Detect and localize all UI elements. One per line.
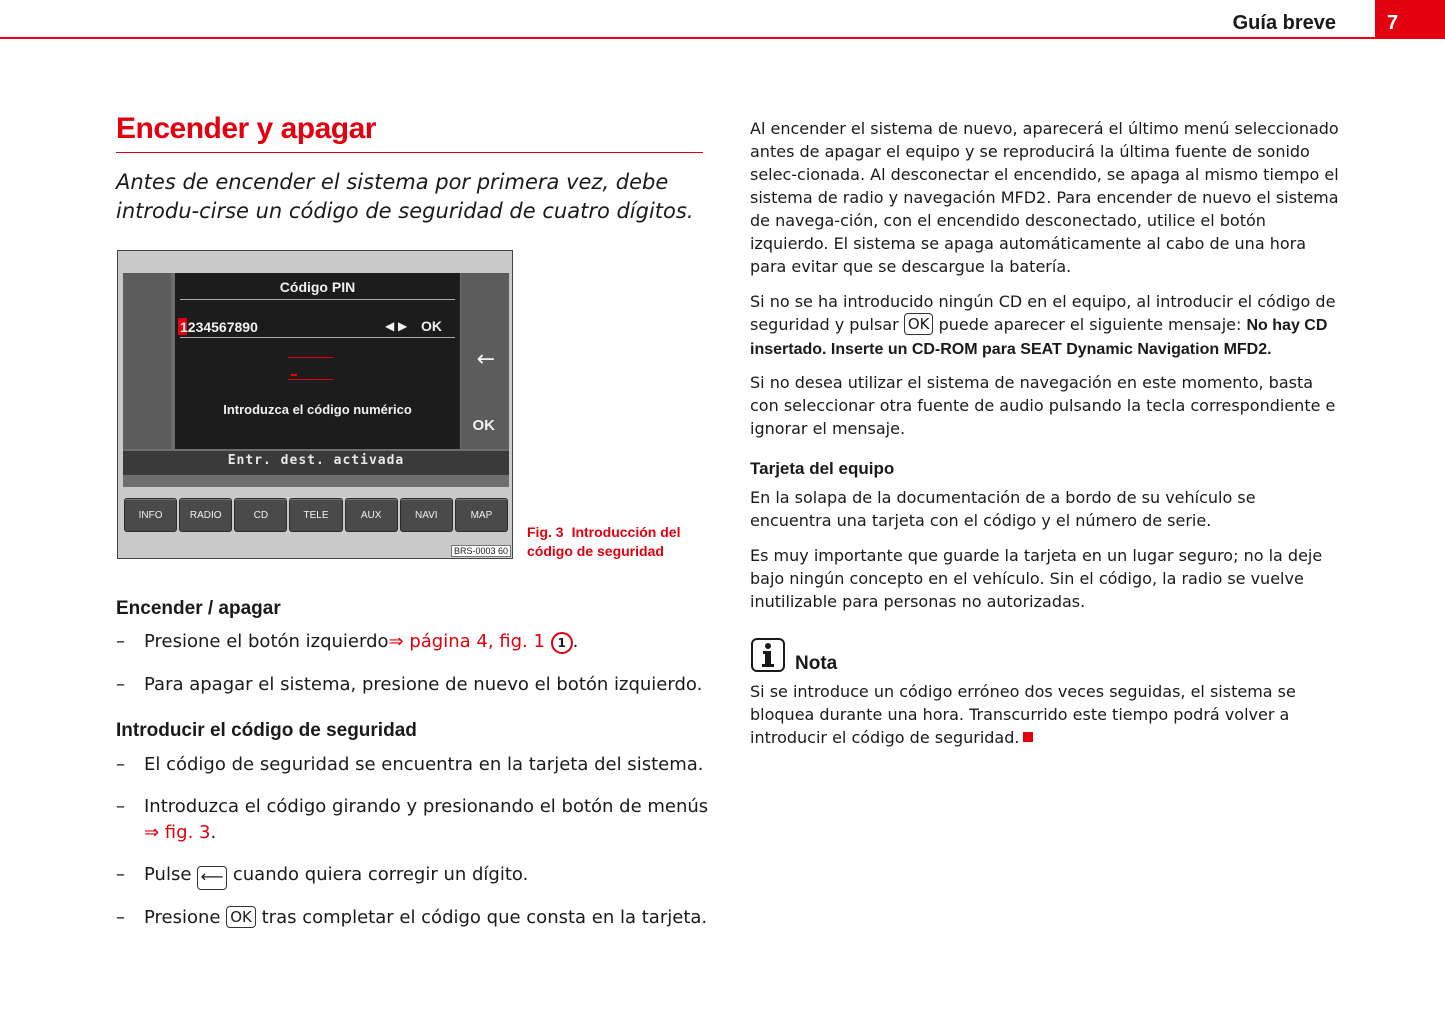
figure-pin-screen [117,250,513,559]
end-mark-icon [1023,732,1033,742]
ok-key-icon: OK [226,906,256,928]
hw-button-tele: TELE [289,498,342,532]
paragraph: Es muy importante que guarde la tarjeta en un lugar seguro; no la deje bajo ningún concepto en el vehículo. Sin el código, la radio se vuelve inutilizable para personas no autorizadas. [750,546,1323,611]
list-item-end: . [572,631,579,652]
info-icon [751,638,785,672]
pin-digits: 1234567890 [180,319,258,335]
pin-ok-label: OK [421,318,442,334]
list-dash: – [116,864,125,885]
list-item-text: El código de seguridad se encuentra en la tarjeta del sistema. [144,754,704,775]
hw-button-info: INFO [124,498,177,532]
paragraph [750,290,1340,361]
list-dash: – [116,796,125,817]
link-page-4[interactable]: ⇒ página 4, fig. 1 [388,631,545,652]
list-item-text: Pulse [144,864,192,885]
note-body: Si se introduce un código erróneo dos veces seguidas, el sistema se bloquea durante una hora. Transcurrido este tiempo podrá volver a introducir el código de seguridad. [750,682,1296,747]
back-arrow-icon: ← [476,347,495,372]
list-item-text: cuando quiera corregir un dígito. [232,864,529,885]
list-item-text: Presione el botón izquierdo [144,631,389,652]
hw-button-cd: CD [234,498,287,532]
pin-divider [180,299,455,300]
paragraph-text: puede aparecer el siguiente mensaje: [938,315,1242,334]
hw-button-navi: NAVI [400,498,453,532]
intro-text: Antes de encender el sistema por primera vez, debe introdu-cirse un código de seguridad de cuatro dígitos. [116,170,694,223]
list-item-text: tras completar el código que consta en la tarjeta. [261,907,708,928]
ok-key-icon: OK [904,313,934,335]
list-item-end: . [210,822,217,843]
heading-encender: Encender / apagar [116,598,281,619]
list-dash: – [116,754,125,775]
pin-screen-title: Código PIN [279,279,356,295]
hardware-button-row [124,498,508,532]
list-item-text: Presione [144,907,221,928]
list-dash: – [116,631,125,652]
page-number: 7 [1375,0,1445,39]
heading-codigo: Introducir el código de seguridad [116,720,417,741]
code-slot-line [288,357,333,358]
status-bar-text: Entr. dest. activada [227,453,405,468]
code-slot-line [288,379,333,380]
hw-button-radio: RADIO [179,498,232,532]
note-text [750,680,1340,749]
paragraph: Al encender el sistema de nuevo, aparecerá el último menú seleccionado antes de apagar el equipo y se reproducirá la última fuente de sonido selec-cionada. Al desconectar el encendido, se apaga al mismo tiempo el sistema de radio y navegación MFD2. Para encender de nuevo el sistema de navega-ción, con el encendido desconectado, utilice el botón izquierdo. El sistema se apaga automáticamente al cabo de una hora para evitar que se descargue la batería. [750,119,1339,276]
link-fig-3[interactable]: ⇒ fig. 3 [144,822,211,843]
left-right-arrows-icon: ◀ ▶ [385,319,408,333]
display-right-panel [461,273,509,449]
hw-button-aux: AUX [345,498,398,532]
side-ok-label: OK [472,417,495,434]
title-rule [116,152,703,153]
figure-caption-text: Introducción del código de seguridad [527,524,681,559]
marker-circle: 1 [551,632,573,654]
paragraph: En la solapa de la documentación de a bordo de su vehículo se encuentra una tarjeta con el código y el número de serie. [750,488,1256,530]
heading-tarjeta: Tarjeta del equipo [750,459,895,478]
list-item-text: Para apagar el sistema, presione de nuevo el botón izquierdo. [144,674,703,695]
paragraph-text: Si no se ha introducido ningún CD en el equipo, al introducir el código de seguridad y pulsar [750,292,1336,334]
display-frame [123,273,509,487]
list-dash: – [116,907,125,928]
pin-divider [180,337,455,338]
paragraph: Si no desea utilizar el sistema de navegación en este momento, basta con seleccionar otra fuente de audio pulsando la tecla correspondiente e ignorar el mensaje. [750,373,1336,438]
note-title: Nota [795,653,838,674]
back-key-icon: ⟵ [197,866,227,890]
header-title: Guía breve [1232,12,1336,34]
figure-ref-code: BRS-0003 60 [451,545,511,557]
figure-caption-label: Fig. 3 [527,524,564,540]
display-left-panel [123,273,171,449]
list-dash: – [116,674,125,695]
paragraph-bold: No hay CD insertado. Inserte un CD-ROM para SEAT Dynamic Navigation MFD2. [750,317,1328,358]
figure-caption [527,523,707,561]
hw-button-map: MAP [455,498,508,532]
list-item-text: Introduzca el código girando y presionando el botón de menús [144,796,709,817]
code-slot-marker [291,374,297,376]
section-title: Encender y apagar [116,112,376,145]
pin-message: Introduzca el código numérico [223,402,412,417]
header-rule [0,37,1445,39]
